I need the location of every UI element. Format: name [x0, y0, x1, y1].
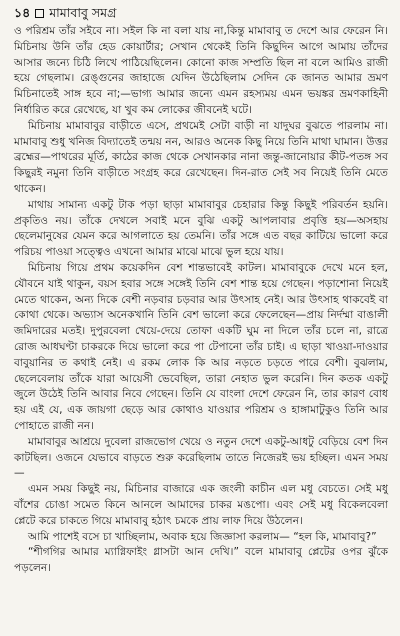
paragraph-3: মাথায় সামান্য একটু টাক পড়া ছাড়া মামাবাবুর চেহারার কিন্তু কিছুই পরিবর্তন হয়নি। প্রকৃতিও নয়। তাঁকে দেখলে সবাই মনে বুঝি একটু আপলাবার প্রবৃত্তি হয়—অসহায় ছেলেমানুষের যেমন করে আগলাতে হয় তেমনি। তাঁর সঙ্গে এত বছর কাটিয়ে ভালো করে পরিচয় পাওয়া সত্ত্বেও এখনো আমার মাঝে মাঝে ভুল হয়ে যায়।: [14, 198, 388, 259]
paragraph-2: মিচিনায় মামাবাবুর বাড়ীতে এসে, প্রথমেই সেটা বাড়ী না যাদুঘর বুঝতে পারলাম না। মামাবাবু শুধু খনিজ বিদ্যাতেই তন্ময় নন, আরও অনেক কিছু নিয়ে তিনি মাথা ঘামান। উত্তর ব্রহ্মের—পাথরের মূর্তি, কাঠের কাজ থেকে সেখানকার নানা জন্তু-জানোয়ার কীট-পতঙ্গ সব কিছুরই নমুনা তিনি বাড়ীতে সংগ্রহ করে রেখেছেন। দিন-রাত সেই সব নিয়েই তিনি মেতে থাকেন।: [14, 119, 388, 195]
paragraph-5: মামাবাবুর আশ্রয়ে দুবেলা রাজভোগ খেয়ে ও নতুন দেশে একটু-আধটু বেড়িয়ে বেশ দিন কাটছিল। ওজনে যেভাবে বাড়তে শুরু করেছিলাম তাতে নিজেরই ভয় হচ্ছিল। এমন সময়—: [14, 435, 388, 480]
paragraph-8: “শীগগির আমার ম্যাগ্নিফাইং গ্লাসটা আন দেখি।” বলে মামাবাবু প্লেটের ওপর ঝুঁকে পড়লেন।: [14, 546, 388, 575]
body-text: [14, 24, 388, 577]
paragraph-1: ও পরিশ্রম তাঁর সইবে না। সইল কি না বলা যায় না,কিন্তু মামাবাবু ত দেশে আর ফেরেন নি। মিচিনায় উনি তাঁর হেড কোয়ার্টার; সেখান থেকেই তিনি কিছুদিন আগে আমায় তাঁদের আসার জন্যে চিঠি লিখে পাঠিয়েছিলেন। কোনো কাজ সম্প্রতি ছিল না বলে আমিও রাজী হয়ে গেছলাম। রেঙ্গুনের জাহাজে যেদিন উঠেছিলাম সেদিন কে জানত আমার ভ্রমণ মিচিনাতেই সাঙ্গ হবে না;—ভাগ্য আমার জন্যে এমন রহস্যময় এমন ভয়ঙ্কর ভ্রমণকাহিনী নির্ধারিত করে রেখেছে, যা খুব কম লোকের জীবনেই ঘটে।: [14, 25, 388, 116]
paragraph-6: এমন সময় কিছুই নয়, মিচিনার বাজারে এক জংলী কাচীন এল মধু বেচতে। সেই মধু বাঁশের চোঙা সমেত কিনে আনলে আমাদের চাকর মঙপো। এবং সেই মধু বিকেলবেলা প্লেটে করে চাকতে গিয়ে মামাবাবু হঠাৎ চমকে প্রায় লাফ দিয়ে উঠলেন।: [14, 483, 388, 527]
paragraph-7: আমি পাশেই বসে চা খাচ্ছিলাম, অবাক হয়ে জিজ্ঞাসা করলাম— “হল কি, মামাবাবু?”: [28, 530, 377, 543]
header-separator-box: [35, 9, 44, 18]
running-header: [14, 5, 388, 21]
book-title: মামাবাবু সমগ্র: [49, 5, 117, 20]
paragraph-4: মিচিনায় গিয়ে প্রথম কয়েকদিন বেশ শান্তভাবেই কাটল। মামাবাবুকে দেখে মনে হল, যৌবনে যাই থাকুন, বয়স হবার সঙ্গে সঙ্গেই তিনি বেশ শান্ত হয়ে গেছেন। পড়াশোনা নিয়েই মেতে থাকেন, অন্য দিকে বেশী নড়বার চড়বার আর উৎসাহ নেই। আর উৎসাহ থাকবেই বা কোথা থেকে। অভ্যাস অনেকখানি তিনি বেশ ভালো করে ফেলেছেন—প্রায় নির্দম্মা বাঙালী জমিদারের মতই। দুপুরবেলা খেয়ে-দেয়ে তোফা একটি ঘুম না দিলে তাঁর চলে না, রাত্রে রোজ আধঘণ্টা চাকরকে দিয়ে ভালো করে পা টেপানো তাঁর চাই। এ ছাড়া খাওয়া-দাওয়ার বাবুয়ানির ত কথাই নেই। এ রকম লোক কি আর নড়তে চড়তে পারে বেশী। বুঝলাম, ছেলেবেলায় তাঁকে যারা আয়েসী ভেবেছিল, তারা নেহাত ভুল করেনি। দিন কতক একটু জুলে উঠেই তিনি আবার নিবে গেছেন। তিনি যে বাংলা দেশে ফেরেন নি, তার কারণ বোধ হয় এই যে, এক জায়গা ছেড়ে আর কোথাও যাওয়ার পরিশ্রম ও হাঙ্গামাটুকুও তিনি আর পোহাতে রাজী নন।: [14, 261, 388, 432]
page-number: ১৪: [14, 5, 31, 20]
